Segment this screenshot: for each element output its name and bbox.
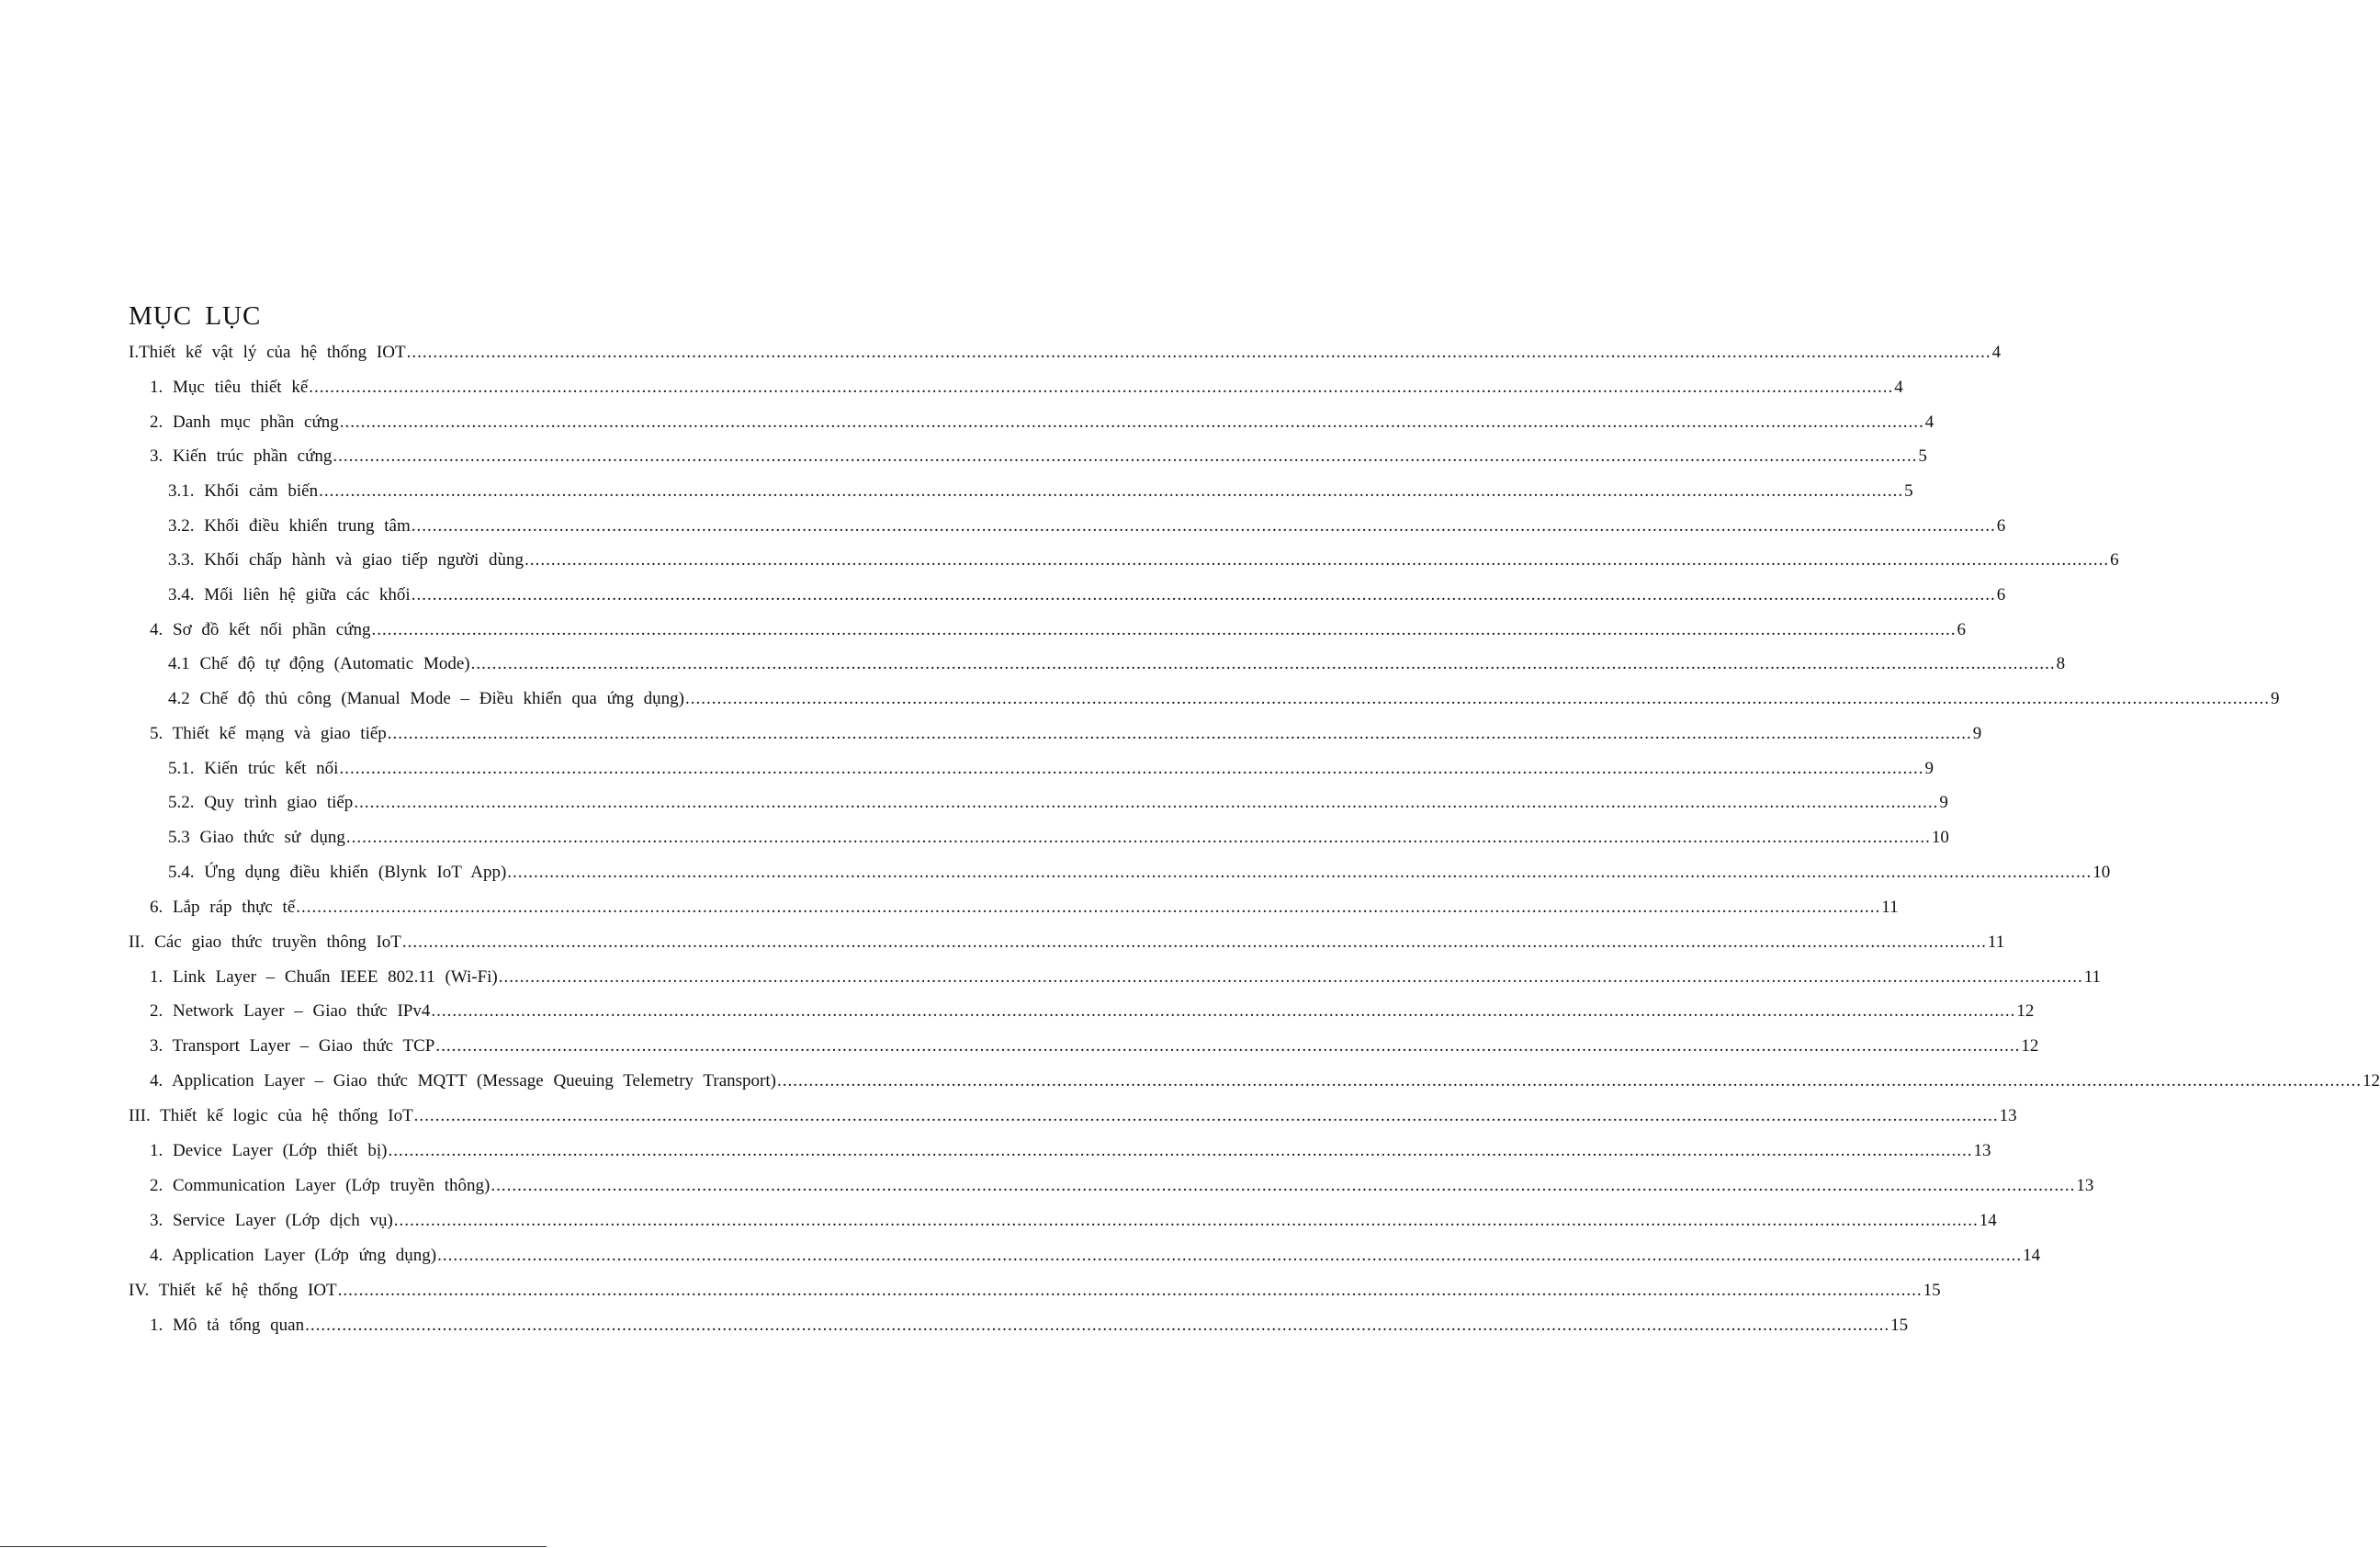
toc-entry-page: 4 xyxy=(1924,412,1934,432)
toc-entry[interactable] xyxy=(168,585,2006,608)
dot-leader: ............................................................................................................................................................................................................................................................................................................ xyxy=(401,932,1987,952)
toc-entry[interactable] xyxy=(150,1176,2094,1199)
toc-entry-page: 10 xyxy=(1931,828,1949,847)
toc-entry-page: 13 xyxy=(1999,1106,2017,1125)
toc-entry-page: 14 xyxy=(1979,1211,1997,1230)
toc-entry-label: 3.4. Mối liên hệ giữa các khối xyxy=(168,585,411,605)
dot-leader: ............................................................................................................................................................................................................................................................................................................ xyxy=(393,1211,1979,1230)
dot-leader: ............................................................................................................................................................................................................................................................................................................ xyxy=(339,759,1924,778)
toc-entry-label: 1. Device Layer (Lớp thiết bị) xyxy=(150,1141,388,1160)
toc-entry[interactable] xyxy=(129,343,2002,366)
toc-entry[interactable] xyxy=(129,932,2005,955)
toc-entry-label: II. Các giao thức truyền thông IoT xyxy=(129,932,401,952)
dot-leader: ............................................................................................................................................................................................................................................................................................................ xyxy=(684,689,2270,708)
toc-entry-page: 15 xyxy=(1923,1281,1941,1300)
dot-leader: ............................................................................................................................................................................................................................................................................................................ xyxy=(371,620,1957,639)
toc-entry-page: 11 xyxy=(1881,898,1899,917)
toc-entry-label: 4. Application Layer – Giao thức MQTT (Message Queuing Telemetry Transport) xyxy=(150,1071,776,1090)
toc-entry-page: 6 xyxy=(2110,550,2119,570)
toc-entry[interactable] xyxy=(150,967,2102,990)
toc-entry-label: 4. Application Layer (Lớp ứng dụng) xyxy=(150,1246,437,1265)
toc-entry-label: 1. Mục tiêu thiết kế xyxy=(150,378,309,397)
toc-entry-page: 5 xyxy=(1904,481,1913,501)
dot-leader: ............................................................................................................................................................................................................................................................................................................ xyxy=(339,412,1924,432)
toc-entry[interactable] xyxy=(168,516,2006,539)
dot-leader: ............................................................................................................................................................................................................................................................................................................ xyxy=(333,446,1918,466)
toc-entry[interactable] xyxy=(168,759,1934,782)
toc-entry-label: 5. Thiết kế mạng và giao tiếp xyxy=(150,724,387,743)
toc-entry-label: 3. Transport Layer – Giao thức TCP xyxy=(150,1036,435,1056)
toc-entry-page: 12 xyxy=(2021,1036,2039,1056)
toc-entry[interactable] xyxy=(168,481,1913,504)
toc-entry-label: 3. Kiến trúc phần cứng xyxy=(150,446,333,466)
toc-entry[interactable] xyxy=(150,1316,1909,1339)
toc-entry-page: 9 xyxy=(1924,759,1934,778)
dot-leader: ............................................................................................................................................................................................................................................................................................................ xyxy=(354,793,1939,812)
toc-entry[interactable] xyxy=(150,446,1927,469)
toc-entry[interactable] xyxy=(168,828,1949,851)
toc-entry-page: 5 xyxy=(1918,446,1927,466)
dot-leader: ............................................................................................................................................................................................................................................................................................................ xyxy=(387,724,1972,743)
toc-entry-label: IV. Thiết kế hệ thống IOT xyxy=(129,1281,337,1300)
toc-entry-label: 4.2 Chế độ thủ công (Manual Mode – Điều khiển qua ứng dụng) xyxy=(168,689,684,708)
toc-entry-page: 8 xyxy=(2056,654,2066,673)
toc-entry-page: 11 xyxy=(1987,932,2005,952)
toc-entry-page: 12 xyxy=(2362,1071,2380,1090)
toc-entry[interactable] xyxy=(150,1036,2039,1059)
toc-entry-page: 9 xyxy=(1972,724,1982,743)
toc-entry-page: 10 xyxy=(2092,863,2111,882)
dot-leader: ............................................................................................................................................................................................................................................................................................................ xyxy=(296,898,1881,917)
toc-title: MỤC LỤC xyxy=(129,301,262,331)
dot-leader: ............................................................................................................................................................................................................................................................................................................ xyxy=(305,1316,1890,1335)
toc-entry-label: 2. Danh mục phần cứng xyxy=(150,412,339,432)
toc-entry[interactable] xyxy=(150,620,1967,643)
dot-leader: ............................................................................................................................................................................................................................................................................................................ xyxy=(411,585,1996,605)
toc-entry-page: 4 xyxy=(1894,378,1903,397)
toc-entry[interactable] xyxy=(150,724,1982,747)
dot-leader: ............................................................................................................................................................................................................................................................................................................ xyxy=(413,1106,1999,1125)
toc-entry[interactable] xyxy=(168,654,2066,677)
dot-leader: ............................................................................................................................................................................................................................................................................................................ xyxy=(470,654,2056,673)
toc-entry[interactable] xyxy=(168,550,2119,573)
toc-entry-page: 15 xyxy=(1890,1316,1909,1335)
toc-entry-label: 5.3 Giao thức sử dụng xyxy=(168,828,345,847)
toc-entry-label: 1. Mô tả tổng quan xyxy=(150,1316,305,1335)
dot-leader: ............................................................................................................................................................................................................................................................................................................ xyxy=(406,343,1991,362)
toc-entry-page: 6 xyxy=(1996,585,2006,605)
toc-entry-label: 5.2. Quy trình giao tiếp xyxy=(168,793,354,812)
toc-entry-page: 6 xyxy=(1996,516,2006,536)
toc-entry[interactable] xyxy=(168,689,2280,712)
toc-entry[interactable] xyxy=(150,1141,1991,1164)
footnote-separator xyxy=(0,1546,547,1547)
toc-entry-label: III. Thiết kế logic của hệ thống IoT xyxy=(129,1106,413,1125)
toc-entry-label: 3.1. Khối cảm biến xyxy=(168,481,319,501)
toc-entry-page: 13 xyxy=(2076,1176,2094,1195)
toc-entry[interactable] xyxy=(150,412,1934,435)
dot-leader: ............................................................................................................................................................................................................................................................................................................ xyxy=(319,481,1904,501)
dot-leader: ............................................................................................................................................................................................................................................................................................................ xyxy=(309,378,1894,397)
toc-entry-label: 5.4. Ứng dụng điều khiển (Blynk IoT App) xyxy=(168,863,507,882)
toc-entry-label: 2. Network Layer – Giao thức IPv4 xyxy=(150,1001,431,1021)
dot-leader: ............................................................................................................................................................................................................................................................................................................ xyxy=(525,550,2110,570)
toc-entry[interactable] xyxy=(150,898,1899,921)
dot-leader: ............................................................................................................................................................................................................................................................................................................ xyxy=(776,1071,2362,1090)
toc-entry-label: 2. Communication Layer (Lớp truyền thông) xyxy=(150,1176,491,1195)
toc-entry-page: 14 xyxy=(2023,1246,2041,1265)
dot-leader: ............................................................................................................................................................................................................................................................................................................ xyxy=(431,1001,2016,1021)
toc-entry-label: I.Thiết kế vật lý của hệ thống IOT xyxy=(129,343,406,362)
toc-entry[interactable] xyxy=(150,1246,2041,1269)
toc-entry[interactable] xyxy=(129,1106,2017,1129)
toc-entry-label: 4. Sơ đồ kết nối phần cứng xyxy=(150,620,371,639)
toc-entry-label: 1. Link Layer – Chuẩn IEEE 802.11 (Wi-Fi) xyxy=(150,967,498,987)
toc-entry-page: 4 xyxy=(1991,343,2002,362)
toc-entry-page: 13 xyxy=(1973,1141,1991,1160)
toc-entry[interactable] xyxy=(150,1211,1997,1234)
toc-entry[interactable] xyxy=(150,1071,2380,1094)
toc-entry-label: 3.3. Khối chấp hành và giao tiếp người dùng xyxy=(168,550,525,570)
dot-leader: ............................................................................................................................................................................................................................................................................................................ xyxy=(388,1141,1973,1160)
dot-leader: ............................................................................................................................................................................................................................................................................................................ xyxy=(435,1036,2021,1056)
toc-entry-page: 6 xyxy=(1957,620,1967,639)
toc-entry-page: 9 xyxy=(2270,689,2280,708)
toc-entry-page: 11 xyxy=(2083,967,2102,987)
toc-entry[interactable] xyxy=(168,863,2111,886)
toc-entry-label: 3. Service Layer (Lớp dịch vụ) xyxy=(150,1211,393,1230)
dot-leader: ............................................................................................................................................................................................................................................................................................................ xyxy=(507,863,2092,882)
toc-entry[interactable] xyxy=(150,1001,2035,1024)
toc-entry-page: 12 xyxy=(2016,1001,2035,1021)
toc-entry-label: 4.1 Chế độ tự động (Automatic Mode) xyxy=(168,654,470,673)
toc-entry-page: 9 xyxy=(1939,793,1948,812)
dot-leader: ............................................................................................................................................................................................................................................................................................................ xyxy=(491,1176,2076,1195)
dot-leader: ............................................................................................................................................................................................................................................................................................................ xyxy=(437,1246,2023,1265)
dot-leader: ............................................................................................................................................................................................................................................................................................................ xyxy=(345,828,1931,847)
toc-entry[interactable] xyxy=(150,378,1903,401)
dot-leader: ............................................................................................................................................................................................................................................................................................................ xyxy=(337,1281,1923,1300)
toc-entry-label: 5.1. Kiến trúc kết nối xyxy=(168,759,339,778)
dot-leader: ............................................................................................................................................................................................................................................................................................................ xyxy=(498,967,2083,987)
toc-entry-label: 6. Lắp ráp thực tế xyxy=(150,898,296,917)
dot-leader: ............................................................................................................................................................................................................................................................................................................ xyxy=(411,516,1996,536)
toc-entry[interactable] xyxy=(129,1281,1941,1304)
toc-entry[interactable] xyxy=(168,793,1948,816)
toc-entry-label: 3.2. Khối điều khiển trung tâm xyxy=(168,516,411,536)
